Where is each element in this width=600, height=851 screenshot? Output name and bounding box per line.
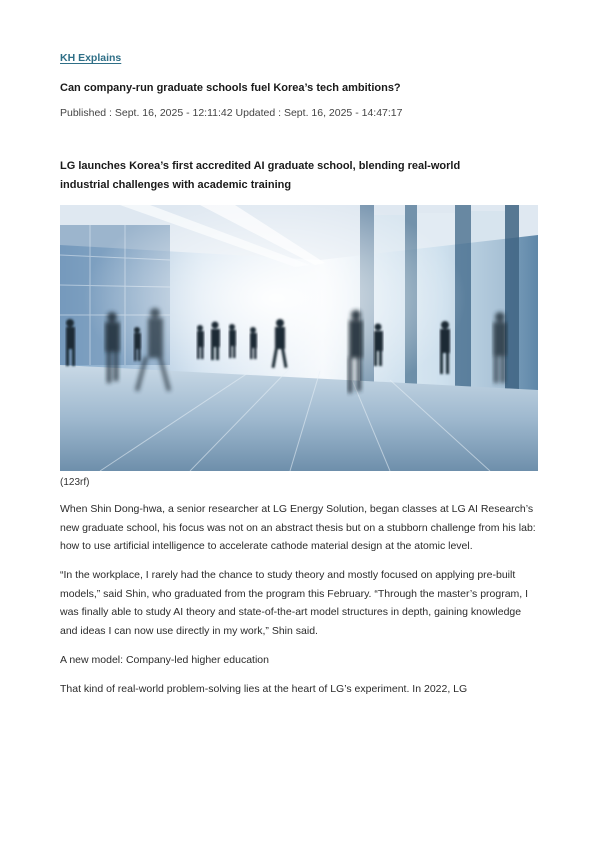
- article: [60, 48, 540, 709]
- article-subheadline: LG launches Korea’s first accredited AI graduate school, blending real-world industrial challenges with academic training: [60, 160, 461, 191]
- article-headline: Can company-run graduate schools fuel Korea’s tech ambitions?: [60, 82, 401, 94]
- section-tag-link[interactable]: KH Explains: [60, 52, 122, 64]
- body-paragraph: When Shin Dong-hwa, a senior researcher at LG Energy Solution, began classes at LG AI Research’s new graduate school, his focus was not on an abstract thesis but on a stubborn challenge from his lab: how to use artificial intelligence to accelerate cathode material design at the atomic level.: [60, 503, 536, 552]
- body-paragraph: That kind of real-world problem-solving lies at the heart of LG’s experiment. In 2022, LG: [60, 682, 468, 695]
- body-paragraph: “In the workplace, I rarely had the chance to study theory and mostly focused on applying pre-built models,” said Shin, who graduated from the program this February. “Through the master’s program, I was finally able to study AI theory and state-of-the-art model structures in depth, gaining knowledge and ideas I can now use directly in my work,” Shin said.: [60, 569, 529, 637]
- publish-meta: Published : Sept. 16, 2025 - 12:11:42 Updated : Sept. 16, 2025 - 14:47:17: [60, 107, 403, 119]
- office-hallway-photo: [60, 205, 538, 471]
- section-heading: A new model: Company-led higher education: [60, 653, 269, 666]
- photo-caption: (123rf): [60, 477, 90, 488]
